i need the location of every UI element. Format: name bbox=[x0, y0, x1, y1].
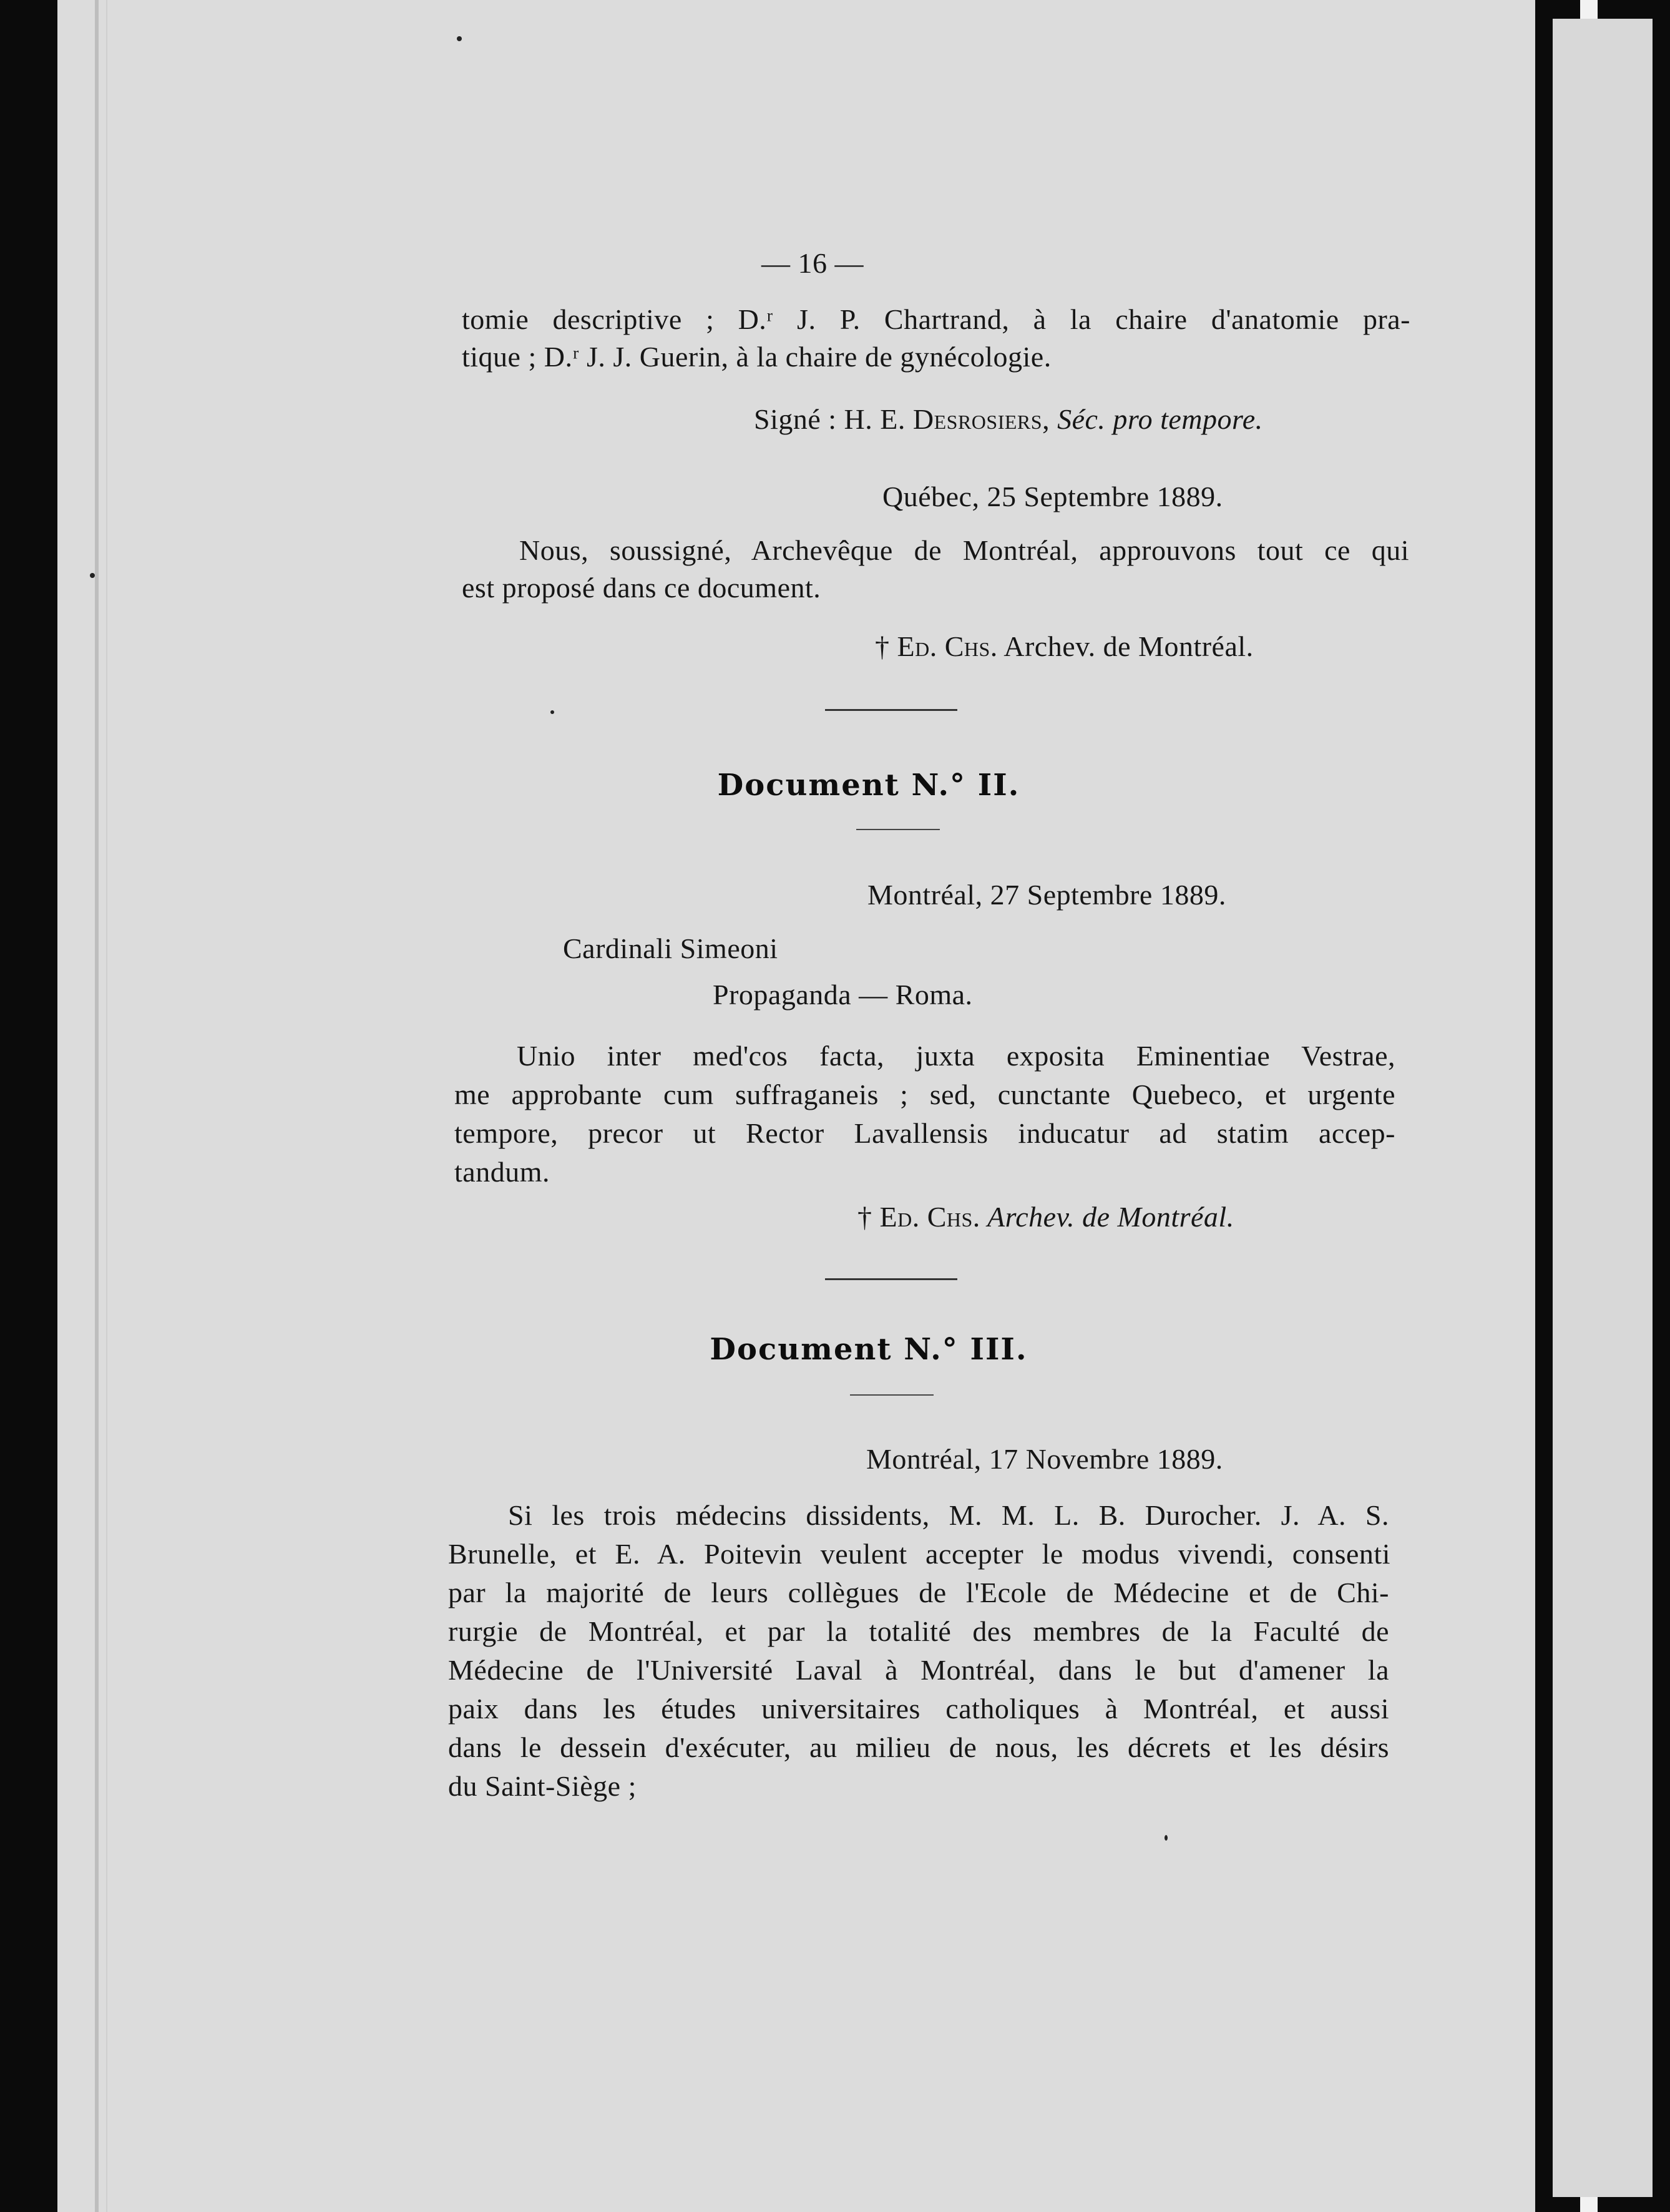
signature-title: Séc. pro tempore. bbox=[1057, 403, 1263, 435]
document-2-body-line-1: Unio inter med'cos facta, juxta exposita Eminentiae Vestrae, bbox=[517, 1040, 1395, 1072]
signature-sep: , bbox=[1042, 403, 1058, 435]
cross-mark: † bbox=[857, 1201, 880, 1233]
document-2-signature bbox=[857, 1198, 1234, 1236]
archbishop-title: Archev. de Montréal. bbox=[997, 630, 1254, 662]
section-divider bbox=[825, 709, 957, 711]
archbishop-name: Ed. Chs. bbox=[897, 630, 998, 662]
signature-secretary bbox=[754, 401, 1263, 438]
signature-name: Desrosiers bbox=[912, 403, 1043, 435]
document-2-body-line-4: tandum. bbox=[454, 1156, 550, 1188]
section-divider bbox=[825, 1278, 957, 1280]
document-3-body-line-4: rurgie de Montréal, et par la totalité des membres de la Faculté de bbox=[448, 1615, 1389, 1647]
document-3-date: Montréal, 17 Novembre 1889. bbox=[866, 1443, 1223, 1475]
scanned-page bbox=[57, 0, 1535, 2212]
signature-archbishop bbox=[875, 628, 1254, 665]
approval-line-1: Nous, soussigné, Archevêque de Montréal, approuvons tout ce qui bbox=[519, 534, 1409, 566]
signature-name: Ed. Chs. bbox=[879, 1201, 980, 1233]
approval-line-2: est proposé dans ce document. bbox=[462, 572, 821, 604]
document-3-body-line-8: du Saint-Siège ; bbox=[448, 1770, 637, 1802]
document-3-heading: Document N.° III. bbox=[710, 1332, 1028, 1367]
document-2-address: Propaganda — Roma. bbox=[713, 979, 973, 1011]
document-3-body-line-5: Médecine de l'Université Laval à Montréal, dans le but d'amener la bbox=[448, 1654, 1389, 1686]
document-3-body-line-3: par la majorité de leurs collègues de l'Ecole de Médecine et de Chi- bbox=[448, 1577, 1389, 1608]
ink-speck bbox=[90, 573, 95, 578]
ink-speck bbox=[1165, 1835, 1168, 1841]
document-3-body-line-2: Brunelle, et E. A. Poitevin veulent accepter le modus vivendi, consenti bbox=[448, 1538, 1390, 1570]
page-fold-line bbox=[106, 0, 107, 2212]
signature-prefix: Signé : H. E. bbox=[754, 403, 913, 435]
document-2-heading: Document N.° II. bbox=[717, 768, 1020, 803]
document-2-recipient: Cardinali Simeoni bbox=[563, 932, 778, 964]
document-2-body-line-2: me approbante cum suffraganeis ; sed, cunctante Quebeco, et urgente bbox=[454, 1079, 1395, 1110]
heading-underline bbox=[856, 829, 940, 830]
document-3-body-line-1: Si les trois médecins dissidents, M. M. L. B. Durocher. J. A. S. bbox=[508, 1499, 1389, 1531]
ink-speck bbox=[457, 36, 462, 41]
document-2-date: Montréal, 27 Septembre 1889. bbox=[867, 879, 1226, 911]
quebec-date: Québec, 25 Septembre 1889. bbox=[882, 481, 1223, 512]
intro-line-2: tique ; D.ʳ J. J. Guerin, à la chaire de gynécologie. bbox=[462, 341, 1052, 373]
heading-underline bbox=[850, 1394, 934, 1396]
document-3-body-line-6: paix dans les études universitaires catholiques à Montréal, et aussi bbox=[448, 1693, 1389, 1725]
adjacent-page-edge bbox=[1553, 19, 1653, 2197]
signature-title: Archev. de Montréal. bbox=[980, 1201, 1234, 1233]
intro-line-1: tomie descriptive ; D.ʳ J. P. Chartrand, à la chaire d'anatomie pra- bbox=[462, 303, 1410, 335]
cross-mark: † bbox=[875, 630, 897, 662]
page-number: — 16 — bbox=[761, 247, 864, 279]
page-fold-shadow bbox=[95, 0, 99, 2212]
document-3-body-line-7: dans le dessein d'exécuter, au milieu de nous, les décrets et les désirs bbox=[448, 1731, 1389, 1763]
document-2-body-line-3: tempore, precor ut Rector Lavallensis inducatur ad statim accep- bbox=[454, 1117, 1395, 1149]
ink-speck bbox=[550, 710, 554, 714]
